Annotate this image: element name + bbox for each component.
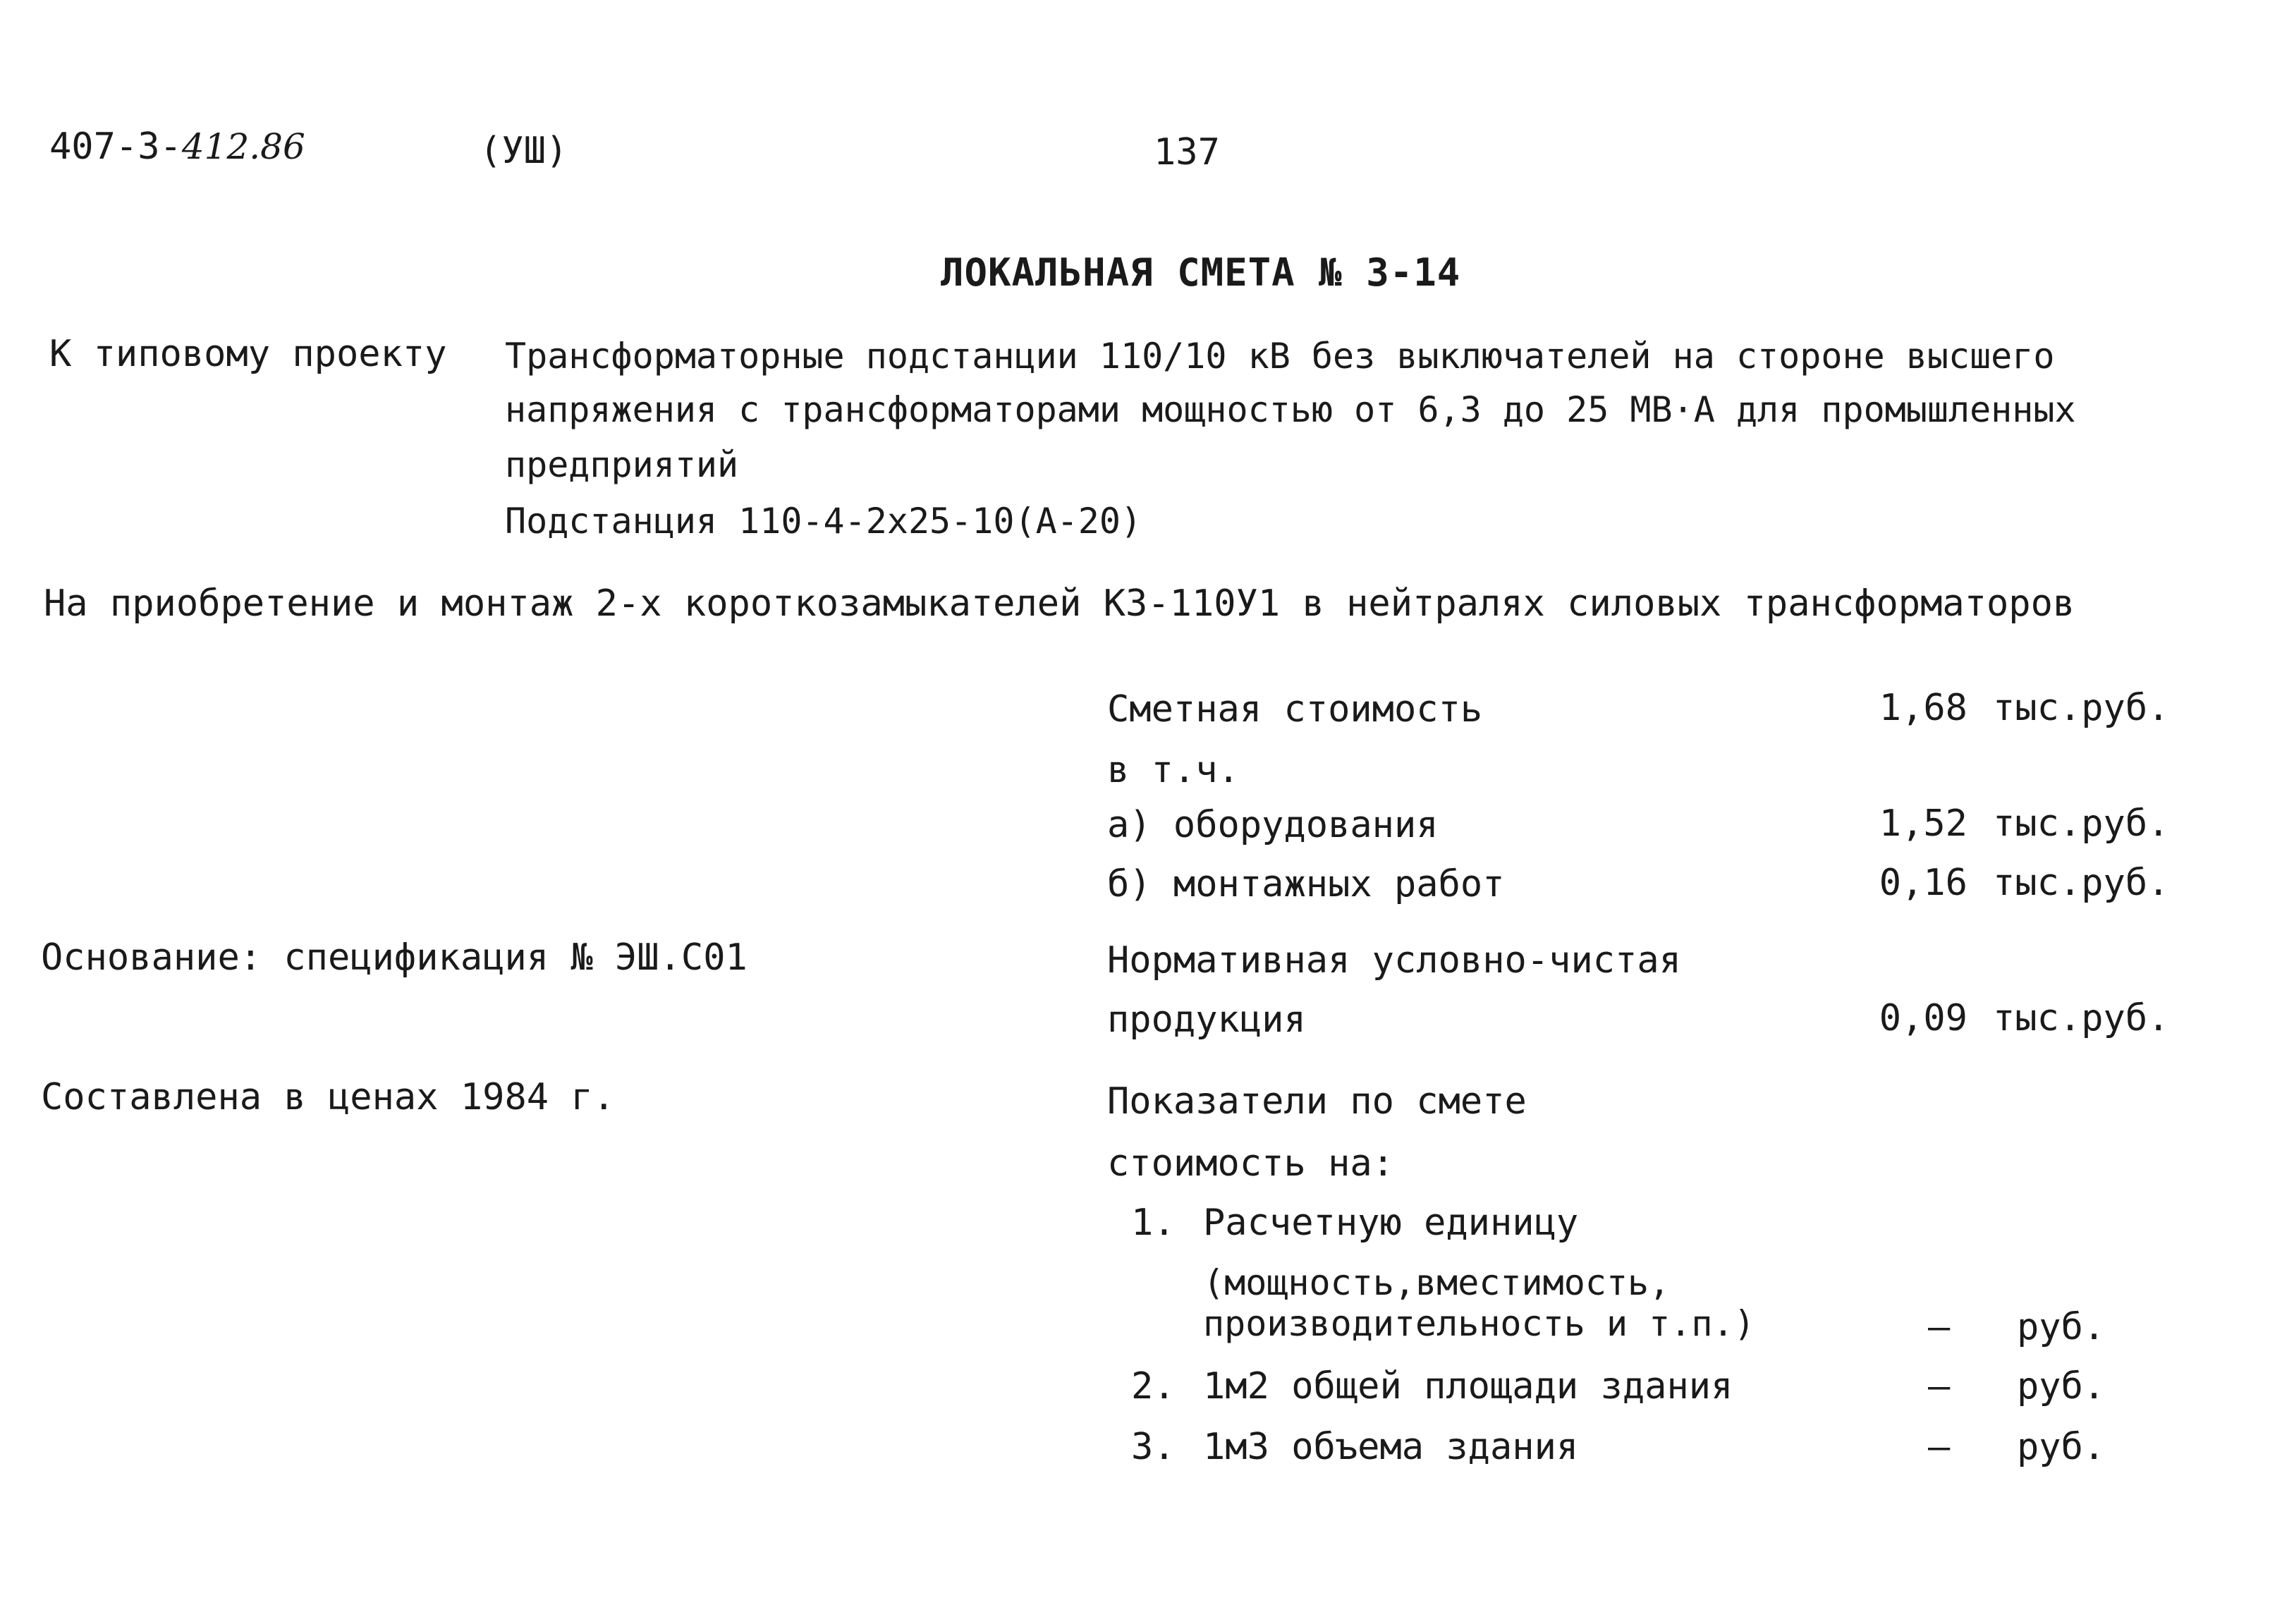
estimated-cost-label: Сметная стоимость [1107,688,1483,731]
normative-label-2: продукция [1107,999,1306,1041]
indicator-1-line-1: Расчетную единицу [1203,1202,1579,1244]
normative-label-1: Нормативная условно-чистая [1107,939,1681,982]
installation-unit: тыс.руб. [1993,862,2170,904]
normative-unit: тыс.руб. [1993,997,2170,1039]
indicator-1-line-3: производительность и т.п.) [1203,1303,1755,1344]
indicator-1-line-2: (мощность,вместимость, [1203,1262,1671,1303]
indicator-3-number: 3. [1131,1426,1176,1468]
volume-label: (УШ) [480,130,568,172]
indicator-3-dash: – [1928,1426,1951,1468]
indicator-2-number: 2. [1131,1365,1176,1408]
indicator-1-number: 1. [1131,1202,1176,1244]
indicator-1-unit: руб. [2017,1306,2106,1348]
estimated-cost-value: 1,68 [1879,687,1967,729]
series-code [49,126,305,168]
indicators-heading-1: Показатели по смете [1107,1080,1527,1123]
substation-name: Подстанция 110-4-2x25-10(А-20) [505,501,1142,542]
indicator-2-dash: – [1928,1365,1951,1408]
indicator-2-unit: руб. [2017,1365,2106,1408]
indicator-3-unit: руб. [2017,1426,2106,1468]
including-label: в т.ч. [1107,749,1240,791]
prices-line: Составлена в ценах 1984 г. [41,1076,615,1118]
equipment-label: а) оборудования [1107,804,1439,846]
series-prefix: 407-3- [49,126,182,168]
series-handwritten: 412.86 [181,126,305,167]
document-title: ЛОКАЛЬНАЯ СМЕТА № 3-14 [941,250,1461,295]
indicator-3-line-1: 1м3 объема здания [1203,1426,1579,1468]
estimated-cost-unit: тыс.руб. [1993,687,2170,729]
project-description-line-2: напряжения с трансформаторами мощностью от 6,3 до 25 МВ·А для промышленных [505,389,2076,430]
installation-value: 0,16 [1879,862,1967,904]
project-description-line-1: Трансформаторные подстанции 110/10 кВ без выключателей на стороне высшего [505,336,2055,377]
equipment-value: 1,52 [1879,802,1967,845]
project-description-line-3: предприятий [505,444,739,485]
indicator-2-line-1: 1м2 общей площади здания [1203,1365,1733,1408]
purpose-line: На приобретение и монтаж 2-х короткозамыкателей КЗ-110У1 в нейтралях силовых трансформаторов [44,582,2075,625]
indicators-heading-2: стоимость на: [1107,1142,1394,1185]
page-number: 137 [1154,131,1220,173]
installation-label: б) монтажных работ [1107,863,1505,905]
indicator-1-dash: – [1928,1306,1951,1348]
normative-value: 0,09 [1879,997,1967,1039]
equipment-unit: тыс.руб. [1993,802,2170,845]
basis-line: Основание: спецификация № ЭШ.С01 [41,936,748,979]
project-label: К типовому проекту [49,333,447,375]
